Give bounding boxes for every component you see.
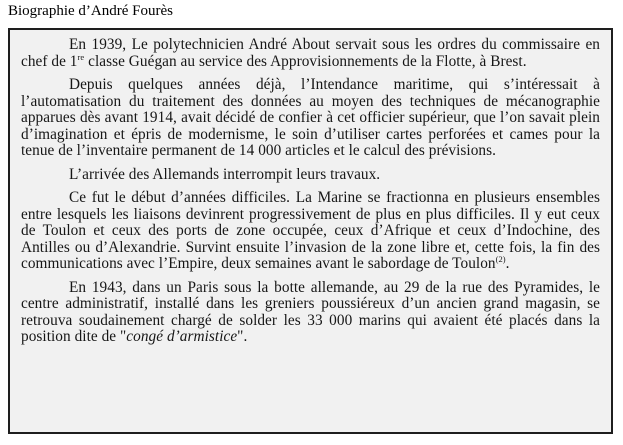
- text-segment: En 1939, Le polytechnicien André About servait sous les ordres du commissaire en chef de 1: [21, 36, 600, 70]
- paragraph-annees-difficiles: [21, 190, 600, 273]
- text-segment: classe Guégan au service des Approvisionnements de la Flotte, à Brest.: [84, 52, 527, 70]
- text-segment: En 1943, dans un Paris sous la botte allemande, au 29 de la rue des Pyramides, le centre administratif, installé dans les greniers poussiéreux d’un ancien grand magasin, se retrouva soudainement chargé de solder les 33 000 marins qui avaient été placés dans la position dite de ": [21, 278, 600, 345]
- text-segment: L’arrivée des Allemands interrompit leurs travaux.: [69, 165, 381, 183]
- ordinal-superscript: re: [77, 51, 85, 62]
- text-segment: Ce fut le début d’années difficiles. La Marine se fractionna en plusieurs ensembles entre lesquels les liaisons devinrent progressivement de plus en plus difficiles. Il y eut ceux de Toulon et ceux des ports de zone occupée, ceux d’Afrique et ceux d’Indochine, des Antilles ou d’Alexandrie. Survint ensuite l’invasion de la zone libre et, cette fois, la fin des communications avec l’Empire, deux semaines avant le sabordage de Toulon: [21, 189, 600, 272]
- footnote-marker: (2): [495, 253, 506, 264]
- italic-term: congé d’armistice: [126, 328, 238, 345]
- text-segment: .: [505, 255, 510, 272]
- text-segment: Depuis quelques années déjà, l’Intendance maritime, qui s’intéressait à l’automatisation du traitement des données au moyen des techniques de mécanographie apparues dès avant 1914, avait décidé de confier à cet officier supérieur, que l’on savait plein d’imagination et épris de modernisme, le soin d’utiliser cartes perforées et cames pour la tenue de l’inventaire permanent de 14 000 articles et le calcul des prévisions.: [21, 76, 600, 159]
- document-scan: [8, 28, 613, 434]
- paragraph-intendance: [21, 77, 600, 160]
- paragraph-1943-paris: [21, 280, 600, 346]
- text-segment: ".: [237, 328, 248, 345]
- page-title: Biographie d’André Fourès: [8, 3, 173, 19]
- paragraph-arrivee-allemands: [21, 167, 600, 184]
- paragraph-1939-about: [21, 37, 600, 70]
